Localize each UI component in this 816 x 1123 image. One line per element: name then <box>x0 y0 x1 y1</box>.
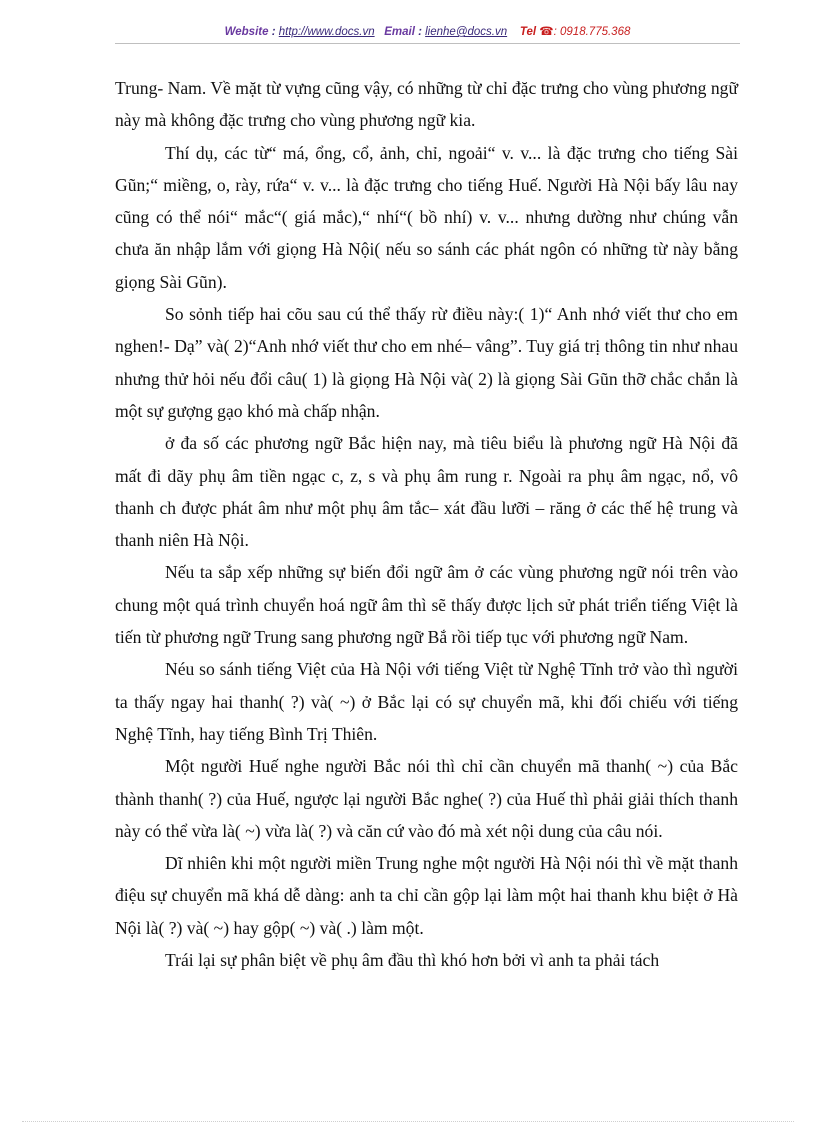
website-link[interactable]: http://www.docs.vn <box>278 26 375 38</box>
email-separator: : <box>414 26 426 38</box>
paragraph: Một người Huế nghe người Bắc nói thì chỉ cần chuyển mã thanh( ~) của Bắc thành thanh( ?) của Huế, ngược lại người Bắc nghe( ?) của Huế thì phải giải thích thanh này có thể vừa là( ~) vừa là( ?) và căn cứ vào đó mà xét nội dung của câu nói. <box>115 756 738 841</box>
paragraph: Nếu ta sắp xếp những sự biến đổi ngữ âm ở các vùng phương ngữ nói trên vào chung một quá trình chuyển hoá ngữ âm thì sẽ thấy được lịch sử phát triển tiếng Việt là tiến từ phương ngữ Trung sang phương ngữ Bắ rồi tiếp tục với phương ngữ Nam. <box>115 562 738 648</box>
page-header <box>115 24 740 38</box>
document-body <box>115 72 738 976</box>
tel-label: Tel ☎ <box>519 26 554 38</box>
email-label: Email <box>384 26 415 38</box>
paragraph: Thí dụ, các từ“ má, ổng, cổ, ảnh, chỉ, ngoải“ v. v... là đặc trưng cho tiếng Sài Gũn;“ miềng, o, rày, rứa“ v. v... là đặc trưng cho tiếng Huế. Người Hà Nội bấy lâu nay cũng có thể nói“ mắc“( giá mắc),“ nhí“( bồ nhí) v. v... nhưng dường như chúng vẫn chưa ăn nhập lắm với giọng Hà Nội( nếu so sánh các phát ngôn có những từ này bằng giọng Sài Gũn). <box>115 142 738 292</box>
paragraph: Néu so sánh tiếng Việt của Hà Nội với tiếng Việt từ Nghệ Tĩnh trở vào thì người ta thấy ngay hai thanh( ?) và( ~) ở Bắc lại có sự chuyển mã, khi đối chiếu với tiếng Nghệ Tĩnh, hay tiếng Bình Trị Thiên. <box>115 659 738 744</box>
paragraph: ở đa số các phương ngữ Bắc hiện nay, mà tiêu biểu là phương ngữ Hà Nội đã mất đi dãy phụ âm tiền ngạc c, z, s và phụ âm rung r. Ngoài ra phụ âm ngạc, nổ, vô thanh ch được phát âm như một phụ âm tắc– xát đầu lưỡi – răng ở các thế hệ trung và thanh niên Hà Nội. <box>115 433 738 551</box>
website-separator: : <box>268 26 279 38</box>
website-label: Website <box>224 26 269 38</box>
tel-value: : 0918.775.368 <box>553 26 631 38</box>
header-divider <box>115 43 740 44</box>
paragraph: Dĩ nhiên khi một người miền Trung nghe một người Hà Nội nói thì về mặt thanh điệu sự chuyển mã khá dễ dàng: anh ta chỉ cần gộp lại làm một hai thanh khu biệt ở Hà Nội là( ?) và( ~) hay gộp( ~) và( .) làm một. <box>115 853 738 938</box>
paragraph: Trung- Nam. Về mặt từ vựng cũng vậy, có những từ chỉ đặc trưng cho vùng phương ngữ này mà không đặc trưng cho vùng phương ngữ kia. <box>115 78 738 131</box>
page-bottom-divider <box>22 1121 794 1122</box>
paragraph: So sỏnh tiếp hai cõu sau cú thể thấy rừ điều này:( 1)“ Anh nhớ viết thư cho em nghen!- Dạ” và( 2)“Anh nhớ viết thư cho em nhé– vâng”. Tuy giá trị thông tin như nhau nhưng thử hỏi nếu đổi câu( 1) là giọng Hà Nội và( 2) là giọng Sài Gũn thỡ chắc chắn là một sự gượng gạo khó mà chấp nhận. <box>115 304 738 421</box>
email-link[interactable]: lienhe@docs.vn <box>425 26 508 38</box>
paragraph: Trái lại sự phân biệt về phụ âm đầu thì khó hơn bởi vì anh ta phải tách <box>165 950 660 971</box>
